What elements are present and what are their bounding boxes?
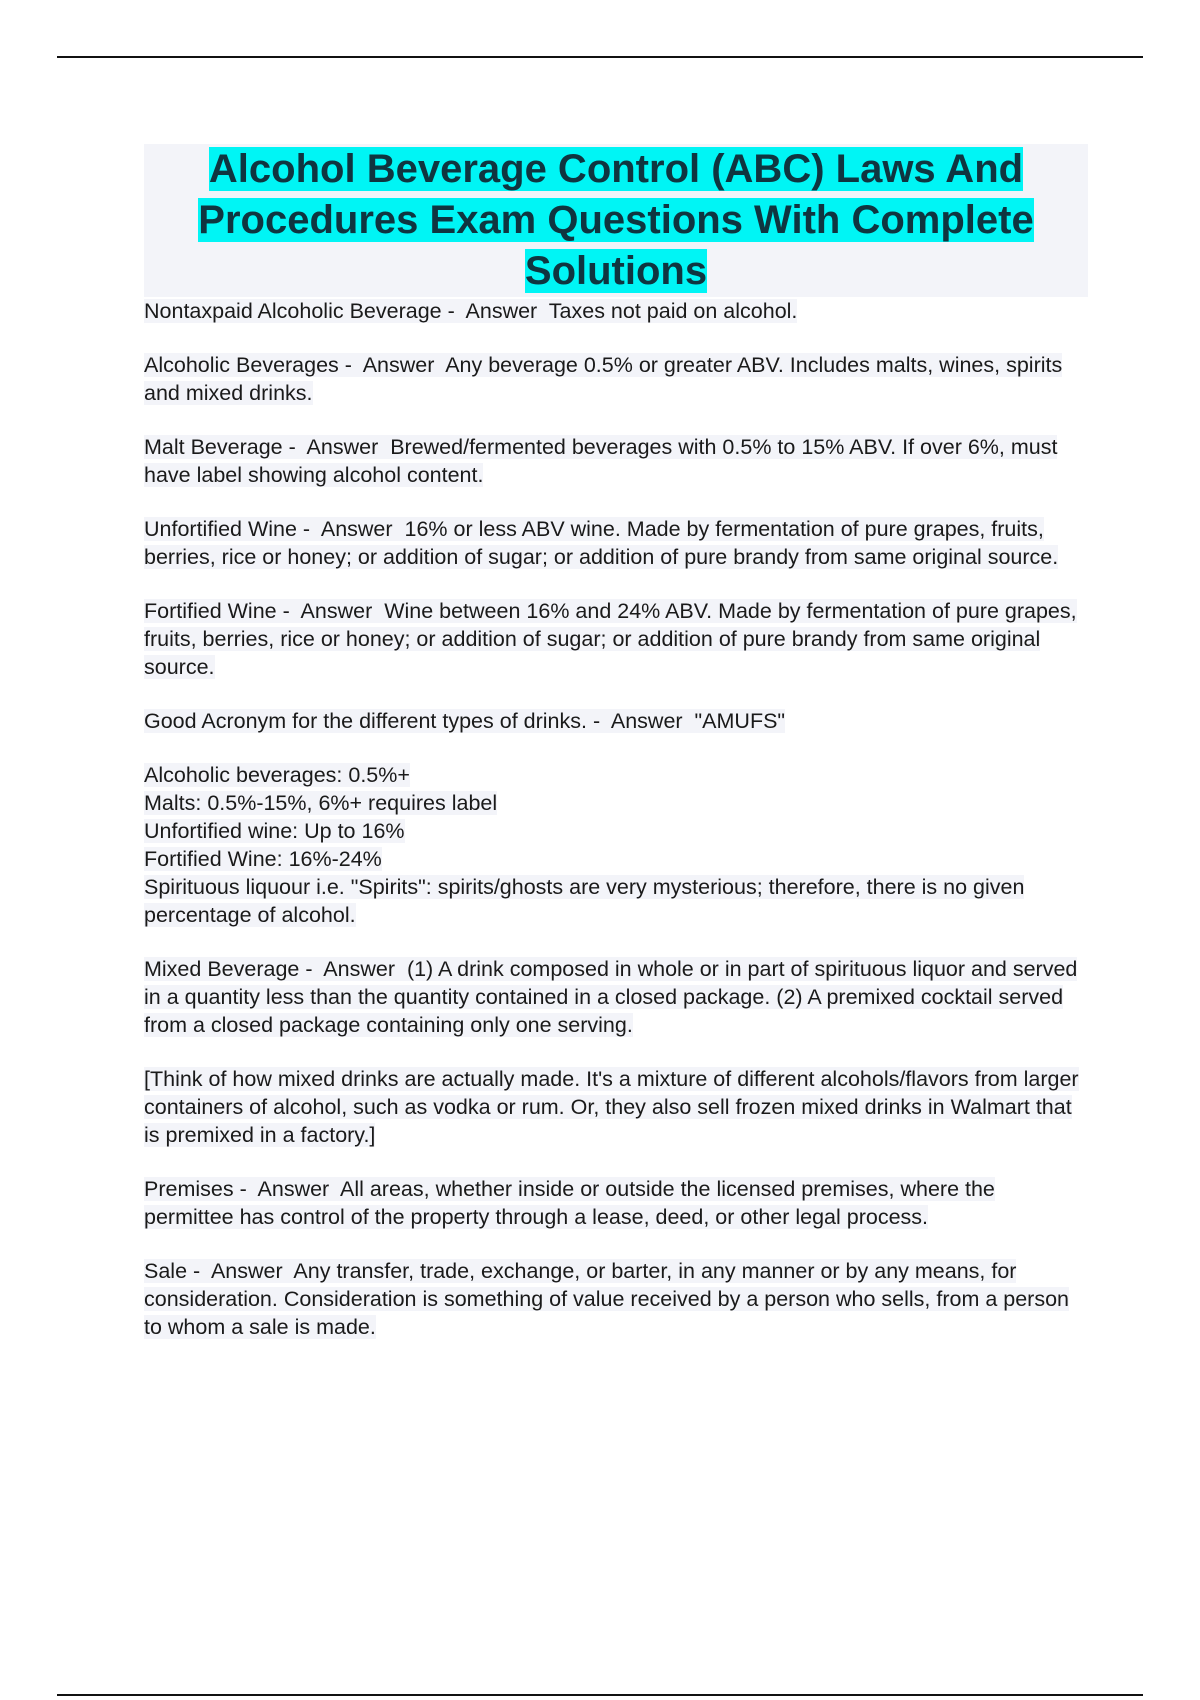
answer-label: Answer: [300, 599, 373, 623]
qa-term: Nontaxpaid Alcoholic Beverage: [144, 299, 442, 323]
qa-answer: Wine between 16% and 24% ABV. Made by fermentation of pure grapes, fruits, berries, rice or honey; or addition of sugar; or addition of pure brandy from same original source.: [144, 599, 1077, 679]
qa-answer: Any transfer, trade, exchange, or barter, in any manner or by any means, for consideration. Consideration is something of value received by a person who sells, from a person to whom a sale is made.: [144, 1259, 1069, 1339]
qa-answer: (1) A drink composed in whole or in part of spirituous liquor and served in a quantity less than the quantity contained in a closed package. (2) A premixed cocktail served from a closed package containing only one serving.: [144, 957, 1078, 1037]
qa-list: [144, 297, 1088, 1341]
qa-answer: All areas, whether inside or outside the licensed premises, where the permittee has control of the property through a lease, deed, or other legal process.: [144, 1177, 995, 1229]
answer-label: Answer: [323, 957, 395, 981]
qa-answer: Any beverage 0.5% or greater ABV. Includes malts, wines, spirits and mixed drinks.: [144, 353, 1063, 405]
acronym-line: Fortified Wine: 16%-24%: [144, 847, 382, 871]
qa-term: Fortified Wine: [144, 599, 277, 623]
document-title: Alcohol Beverage Control (ABC) Laws And Procedures Exam Questions With Complete Solutions: [198, 147, 1034, 293]
qa-entry: Mixed Beverage - Answer (1) A drink composed in whole or in part of spirituous liquor and served in a quantity less than the quantity contained in a closed package. (2) A premixed cocktail served from a closed package containing only one serving.: [144, 957, 1078, 1037]
answer-label: Answer: [610, 709, 683, 733]
note-text: [Think of how mixed drinks are actually made. It's a mixture of different alcohols/flavors from larger containers of alcohol, such as vodka or rum. Or, they also sell frozen mixed drinks in Walmart that is premixed in a factory.]: [144, 1067, 1079, 1147]
qa-answer: Brewed/fermented beverages with 0.5% to 15% ABV. If over 6%, must have label showing alcohol content.: [144, 435, 1058, 487]
acronym-line: Unfortified wine: Up to 16%: [144, 819, 405, 843]
qa-entry: Alcoholic Beverages - Answer Any beverage 0.5% or greater ABV. Includes malts, wines, spirits and mixed drinks.: [144, 353, 1063, 405]
answer-label: Answer: [320, 517, 393, 541]
acronym-line: Spirituous liquour i.e. "Spirits": spirits/ghosts are very mysterious; therefore, there is no given percentage of alcohol.: [144, 875, 1025, 927]
acronym-line: Malts: 0.5%-15%, 6%+ requires label: [144, 791, 498, 815]
answer-label: Answer: [465, 299, 538, 323]
qa-entry: Unfortified Wine - Answer 16% or less ABV wine. Made by fermentation of pure grapes, fruits, berries, rice or honey; or addition of sugar; or addition of pure brandy from same original source.: [144, 517, 1059, 569]
answer-label: Answer: [257, 1177, 330, 1201]
qa-term: Malt Beverage: [144, 435, 283, 459]
header-rule: [57, 56, 1143, 58]
qa-answer: "AMUFS": [694, 709, 786, 733]
qa-term: Sale: [144, 1259, 188, 1283]
acronym-breakdown: [144, 761, 1088, 929]
qa-entry: Good Acronym for the different types of drinks. - Answer "AMUFS": [144, 709, 786, 733]
qa-entry: Nontaxpaid Alcoholic Beverage - Answer Taxes not paid on alcohol.: [144, 299, 798, 323]
qa-answer: Taxes not paid on alcohol.: [548, 299, 798, 323]
qa-entry: Sale - Answer Any transfer, trade, exchange, or barter, in any manner or by any means, for consideration. Consideration is something of value received by a person who sells, from a person to whom a sale is made.: [144, 1259, 1069, 1339]
study-note: [144, 1065, 1088, 1149]
qa-entry: Fortified Wine - Answer Wine between 16% and 24% ABV. Made by fermentation of pure grapes, fruits, berries, rice or honey; or addition of sugar; or addition of pure brandy from same original source.: [144, 599, 1077, 679]
qa-term: Premises: [144, 1177, 234, 1201]
qa-term: Unfortified Wine: [144, 517, 297, 541]
qa-term: Good Acronym for the different types of drinks.: [144, 709, 587, 733]
answer-label: Answer: [362, 353, 435, 377]
acronym-line: Alcoholic beverages: 0.5%+: [144, 763, 410, 787]
qa-term: Alcoholic Beverages: [144, 353, 339, 377]
answer-label: Answer: [306, 435, 379, 459]
answer-label: Answer: [210, 1259, 283, 1283]
qa-entry: Malt Beverage - Answer Brewed/fermented beverages with 0.5% to 15% ABV. If over 6%, must have label showing alcohol content.: [144, 435, 1058, 487]
qa-answer: 16% or less ABV wine. Made by fermentation of pure grapes, fruits, berries, rice or honey; or addition of sugar; or addition of pure brandy from same original source.: [144, 517, 1059, 569]
footer-rule: [57, 1694, 1143, 1696]
qa-entry: Premises - Answer All areas, whether inside or outside the licensed premises, where the permittee has control of the property through a lease, deed, or other legal process.: [144, 1177, 995, 1229]
document-page: [144, 144, 1088, 1367]
qa-term: Mixed Beverage: [144, 957, 300, 981]
title-block: [144, 144, 1088, 297]
